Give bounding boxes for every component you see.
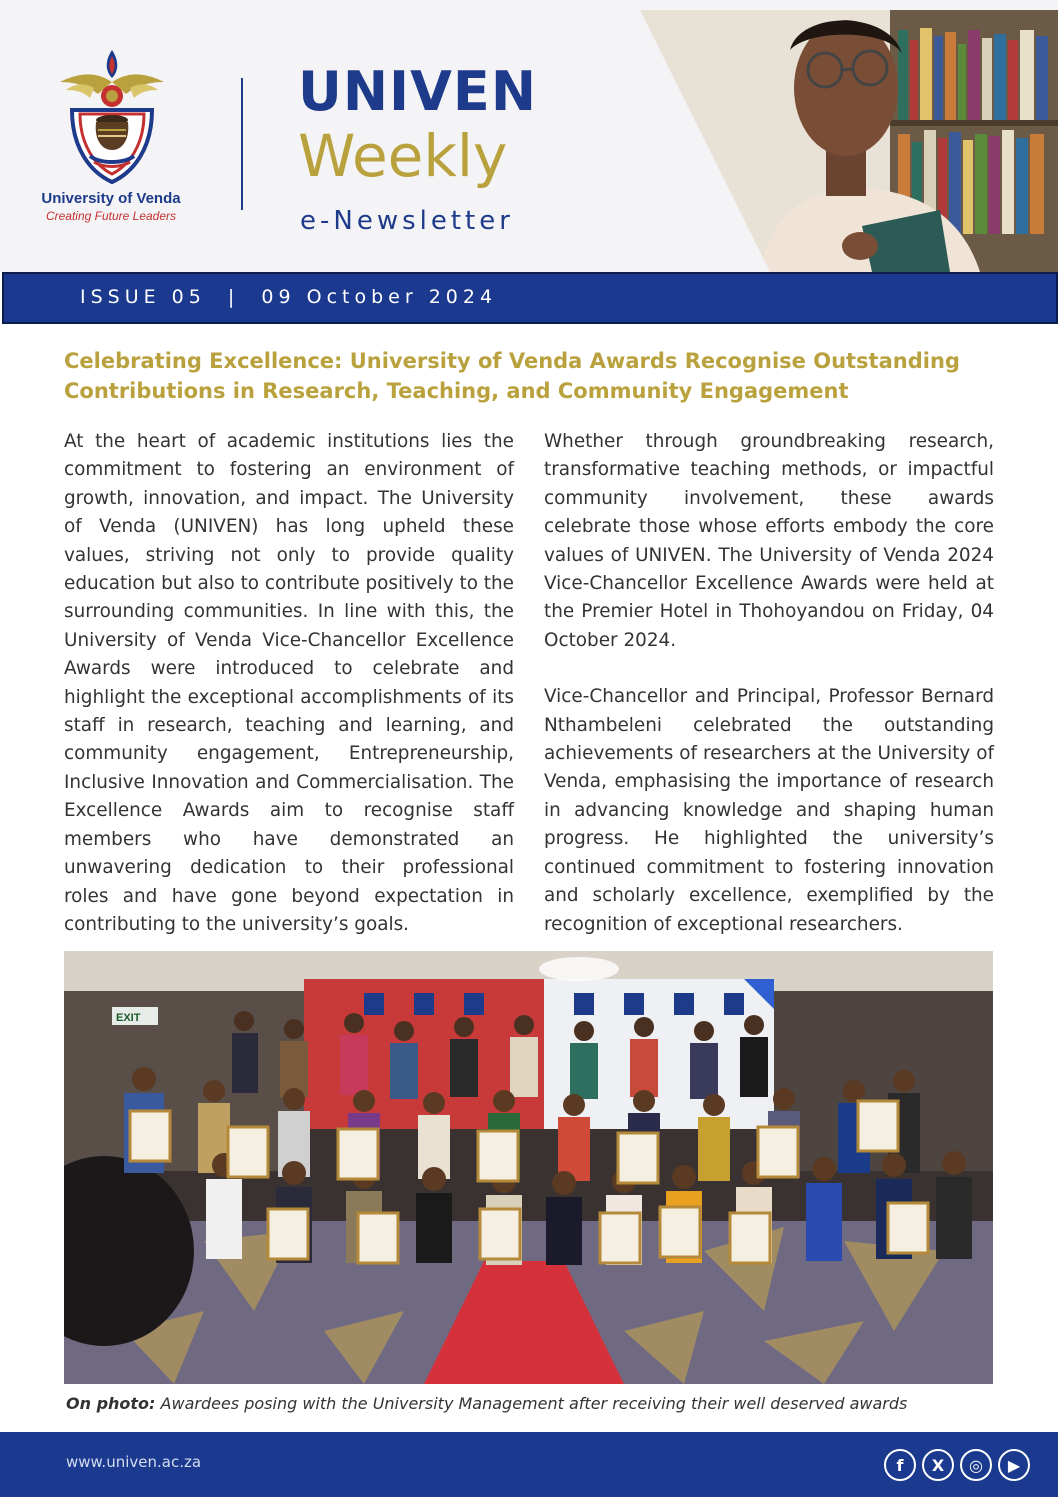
header-divider [241, 78, 243, 210]
exit-sign-text: EXIT [116, 1012, 141, 1024]
newsletter-footer [0, 1432, 1058, 1497]
awards-group-photo [64, 951, 993, 1384]
university-name: University of Venda [41, 190, 181, 207]
issue-bar [2, 272, 1058, 324]
masthead-univen: UNIVEN [298, 60, 538, 123]
caption-text: Awardees posing with the University Management after receiving their well deserved awards [160, 1394, 908, 1413]
group-photo-illustration [64, 951, 993, 1384]
crest-icon [54, 48, 170, 186]
article-headline: Celebrating Excellence: University of Venda Awards Recognise Outstanding Contributions in Research, Teaching, and Community Engagement [64, 349, 960, 403]
social-links [884, 1449, 1030, 1481]
website-link[interactable]: www.univen.ac.za [66, 1453, 202, 1471]
photo-caption [66, 1394, 907, 1413]
article-column-right [544, 428, 994, 967]
masthead-weekly: Weekly [298, 122, 508, 190]
header-student-photo [640, 10, 1058, 272]
newsletter-header [0, 0, 1058, 272]
facebook-icon[interactable]: f [884, 1449, 916, 1481]
youtube-icon[interactable]: ▶ [998, 1449, 1030, 1481]
caption-label: On photo: [66, 1394, 156, 1413]
university-tagline: Creating Future Leaders [45, 209, 177, 223]
instagram-icon[interactable]: ◎ [960, 1449, 992, 1481]
article-paragraph: Vice-Chancellor and Principal, Professor Bernard Nthambeleni celebrated the outstanding achievements of researchers at the University of Venda, emphasising the importance of research in advancing knowledge and shaping human progress. He highlighted the university’s continued commitment to fostering innovation and scholarly excellence, exemplified by the recognition of exceptional researchers. [544, 686, 994, 935]
article-paragraph: Whether through groundbreaking research, transformative teaching methods, or impactful community involvement, these awards celebrate those whose efforts embody the core values of UNIVEN. The University of Venda 2024 Vice-Chancellor Excellence Awards were held at the Premier Hotel in Thohoyandou on Friday, 04 October 2024. [544, 431, 994, 651]
masthead-enewsletter: e-Newsletter [300, 206, 514, 236]
x-icon[interactable]: X [922, 1449, 954, 1481]
article-column-left [64, 428, 514, 967]
article-paragraph: At the heart of academic institutions lies the commitment to fostering an environment of growth, innovation, and impact. The University of Venda (UNIVEN) has long upheld these values, striving not only to provide quality education but also to contribute positively to the surrounding communities. In line with this, the University of Venda Vice-Chancellor Excellence Awards were introduced to celebrate and highlight the exceptional accomplishments of its staff in research, teaching and learning, and community engagement, Entrepreneurship, Inclusive Innovation and Commercialisation. The Excellence Awards aim to recognise staff members who have demonstrated an unwavering dedication to their professional roles and have gone beyond expectation in contributing to the university’s goals. [64, 431, 514, 935]
issue-number-date: ISSUE 05 | 09 October 2024 [80, 286, 498, 308]
university-logo [22, 48, 200, 223]
